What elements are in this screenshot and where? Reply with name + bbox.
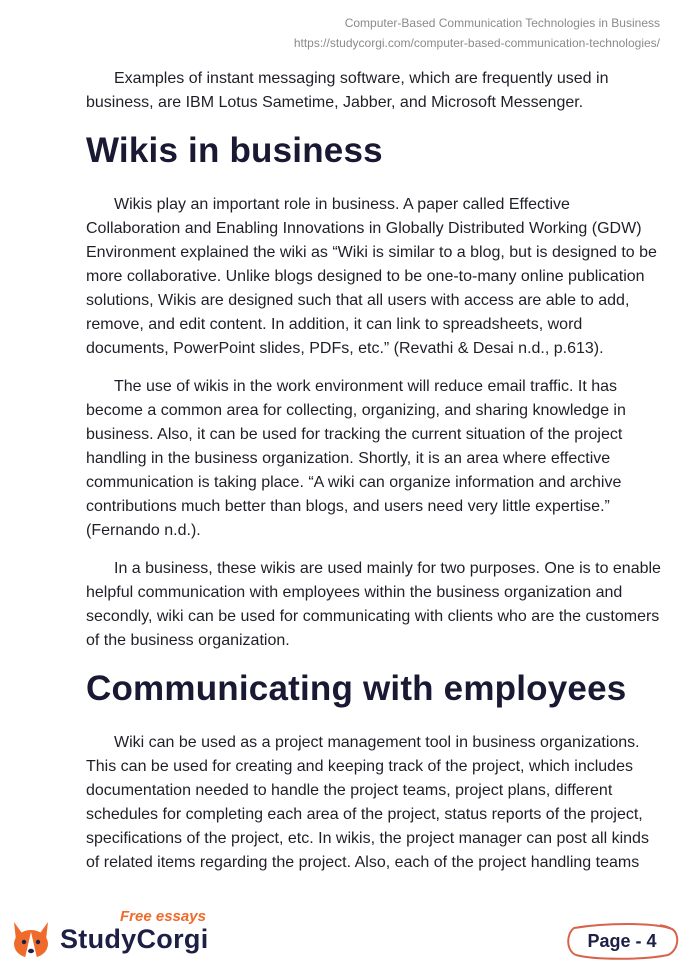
paragraph-intro: Examples of instant messaging software, which are frequently used in business, are IBM Lotus Sametime, Jabber, and Microsoft Messenger. bbox=[86, 70, 609, 111]
paragraph-wikis-email-traffic: The use of wikis in the work environment will reduce email traffic. It has become a common area for collecting, organizing, and sharing knowledge in business. Also, it can be used for tracking the current situation of the project handling in the business organization. Shortly, it is an area where effective communication is taking place. “A wiki can organize information and archive contributions much better than blogs, and users need very little expertise.” (Fernando n.d.). bbox=[86, 378, 626, 539]
heading-wikis-in-business: Wikis in business bbox=[86, 131, 383, 170]
heading-communicating-with-employees: Communicating with employees bbox=[86, 669, 627, 708]
page-number-badge bbox=[564, 922, 680, 960]
paragraph-wikis-definition: Wikis play an important role in business. A paper called Effective Collaboration and Enabling Innovations in Globally Distributed Working (GDW) Environment explained the wiki as “Wiki is similar to a blog, but is designed to be more collaborative. Unlike blogs designed to be one-to-many online publication solutions, Wikis are designed such that all users with access are able to add, remove, and edit content. In addition, it can link to spreadsheets, word documents, PowerPoint slides, PDFs, etc.” (Revathi & Desai n.d., p.613). bbox=[86, 196, 657, 357]
page-number: Page - 4 bbox=[587, 931, 657, 951]
document-title: Computer-Based Communication Technologies in Business bbox=[344, 16, 660, 30]
source-url[interactable]: https://studycorgi.com/computer-based-communication-technologies/ bbox=[293, 36, 660, 50]
running-header bbox=[294, 13, 660, 53]
free-essays-tagline: Free essays bbox=[120, 908, 206, 925]
page-content bbox=[86, 67, 666, 889]
paragraph-wikis-purposes: In a business, these wikis are used mainly for two purposes. One is to enable helpful communication with employees within the business organization and secondly, wiki can be used for communicating with clients who are the customers of the business organization. bbox=[86, 560, 661, 649]
brand-name: StudyCorgi bbox=[60, 924, 209, 954]
studycorgi-logo[interactable] bbox=[8, 908, 228, 960]
corgi-icon bbox=[8, 920, 54, 960]
paragraph-project-management: Wiki can be used as a project management tool in business organizations. This can be used for creating and keeping track of the project, which includes documentation needed to handle the project teams, project plans, different schedules for completing each area of the project, status reports of the project, specifications of the project, etc. In wikis, the project manager can post all kinds of related items regarding the project. Also, each of the project handling teams bbox=[86, 734, 649, 871]
